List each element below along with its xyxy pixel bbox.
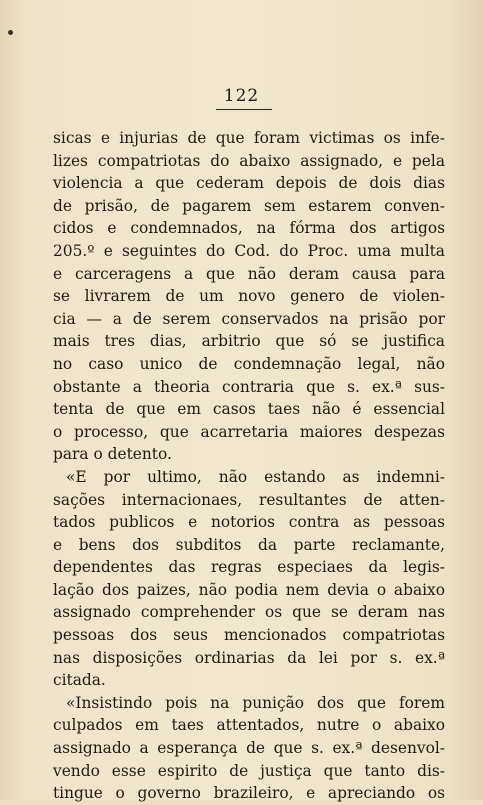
- text-line: para o detento.: [53, 445, 172, 464]
- text-line: obstante a theoria contraria que s. ex.ª sus-: [53, 377, 445, 396]
- ink-speck: [8, 30, 13, 35]
- text-line: e carceragens a que não deram causa para: [53, 264, 445, 283]
- text-line: mais tres dias, arbitrio que só se justifica: [53, 332, 445, 351]
- text-line: de prisão, de pagarem sem estarem conven-: [53, 196, 445, 215]
- header-rule: [216, 109, 272, 110]
- text-line: lação dos paizes, não podia nem devia o abaixo: [53, 580, 445, 599]
- text-line: pessoas dos seus mencionados compatriotas: [53, 626, 445, 645]
- text-line: nas disposições ordinarias da lei por s. ex.ª: [53, 648, 445, 667]
- text-line: assignado a esperança de que s. ex.ª desenvol-: [53, 739, 445, 758]
- text-line: o processo, que acarretaria maiores despezas: [53, 422, 445, 441]
- text-line: tados publicos e notorios contra as pessoas: [53, 513, 445, 532]
- page-number: 122: [223, 86, 260, 106]
- text-line: se livrarem de um novo genero de violen-: [53, 287, 445, 306]
- text-line: «Insistindo pois na punição dos que forem: [66, 693, 445, 712]
- text-line: tenta de que em casos taes não é essencial: [53, 400, 445, 419]
- text-line: 205.º e seguintes do Cod. do Proc. uma multa: [53, 241, 445, 260]
- text-line: dependentes das regras especiaes da legis-: [53, 558, 445, 577]
- text-line: cia — a de serem conservados na prisão por: [53, 309, 445, 328]
- text-line: citada.: [53, 671, 106, 690]
- text-line: assignado comprehender os que se deram nas: [53, 603, 445, 622]
- text-line: no caso unico de condemnação legal, não: [53, 354, 445, 373]
- body-text: [53, 127, 445, 805]
- text-line: sações internacionaes, resultantes de atten-: [53, 490, 445, 509]
- text-line: sicas e injurias de que foram victimas os infe-: [53, 129, 445, 147]
- text-line: e bens dos subditos da parte reclamante,: [53, 535, 445, 554]
- text-line: tingue o governo brazileiro, e apreciando os: [53, 784, 445, 803]
- text-line: cidos e condemnados, na fórma dos artigos: [53, 219, 445, 238]
- text-line: «E por ultimo, não estando as indemni-: [66, 467, 445, 486]
- text-line: lizes compatriotas do abaixo assignado, e pela: [53, 151, 445, 170]
- text-line: vendo esse espirito de justiça que tanto dis-: [53, 761, 445, 780]
- text-line: culpados em taes attentados, nutre o abaixo: [53, 716, 445, 735]
- text-line: violencia a que cederam depois de dois dias: [53, 174, 445, 193]
